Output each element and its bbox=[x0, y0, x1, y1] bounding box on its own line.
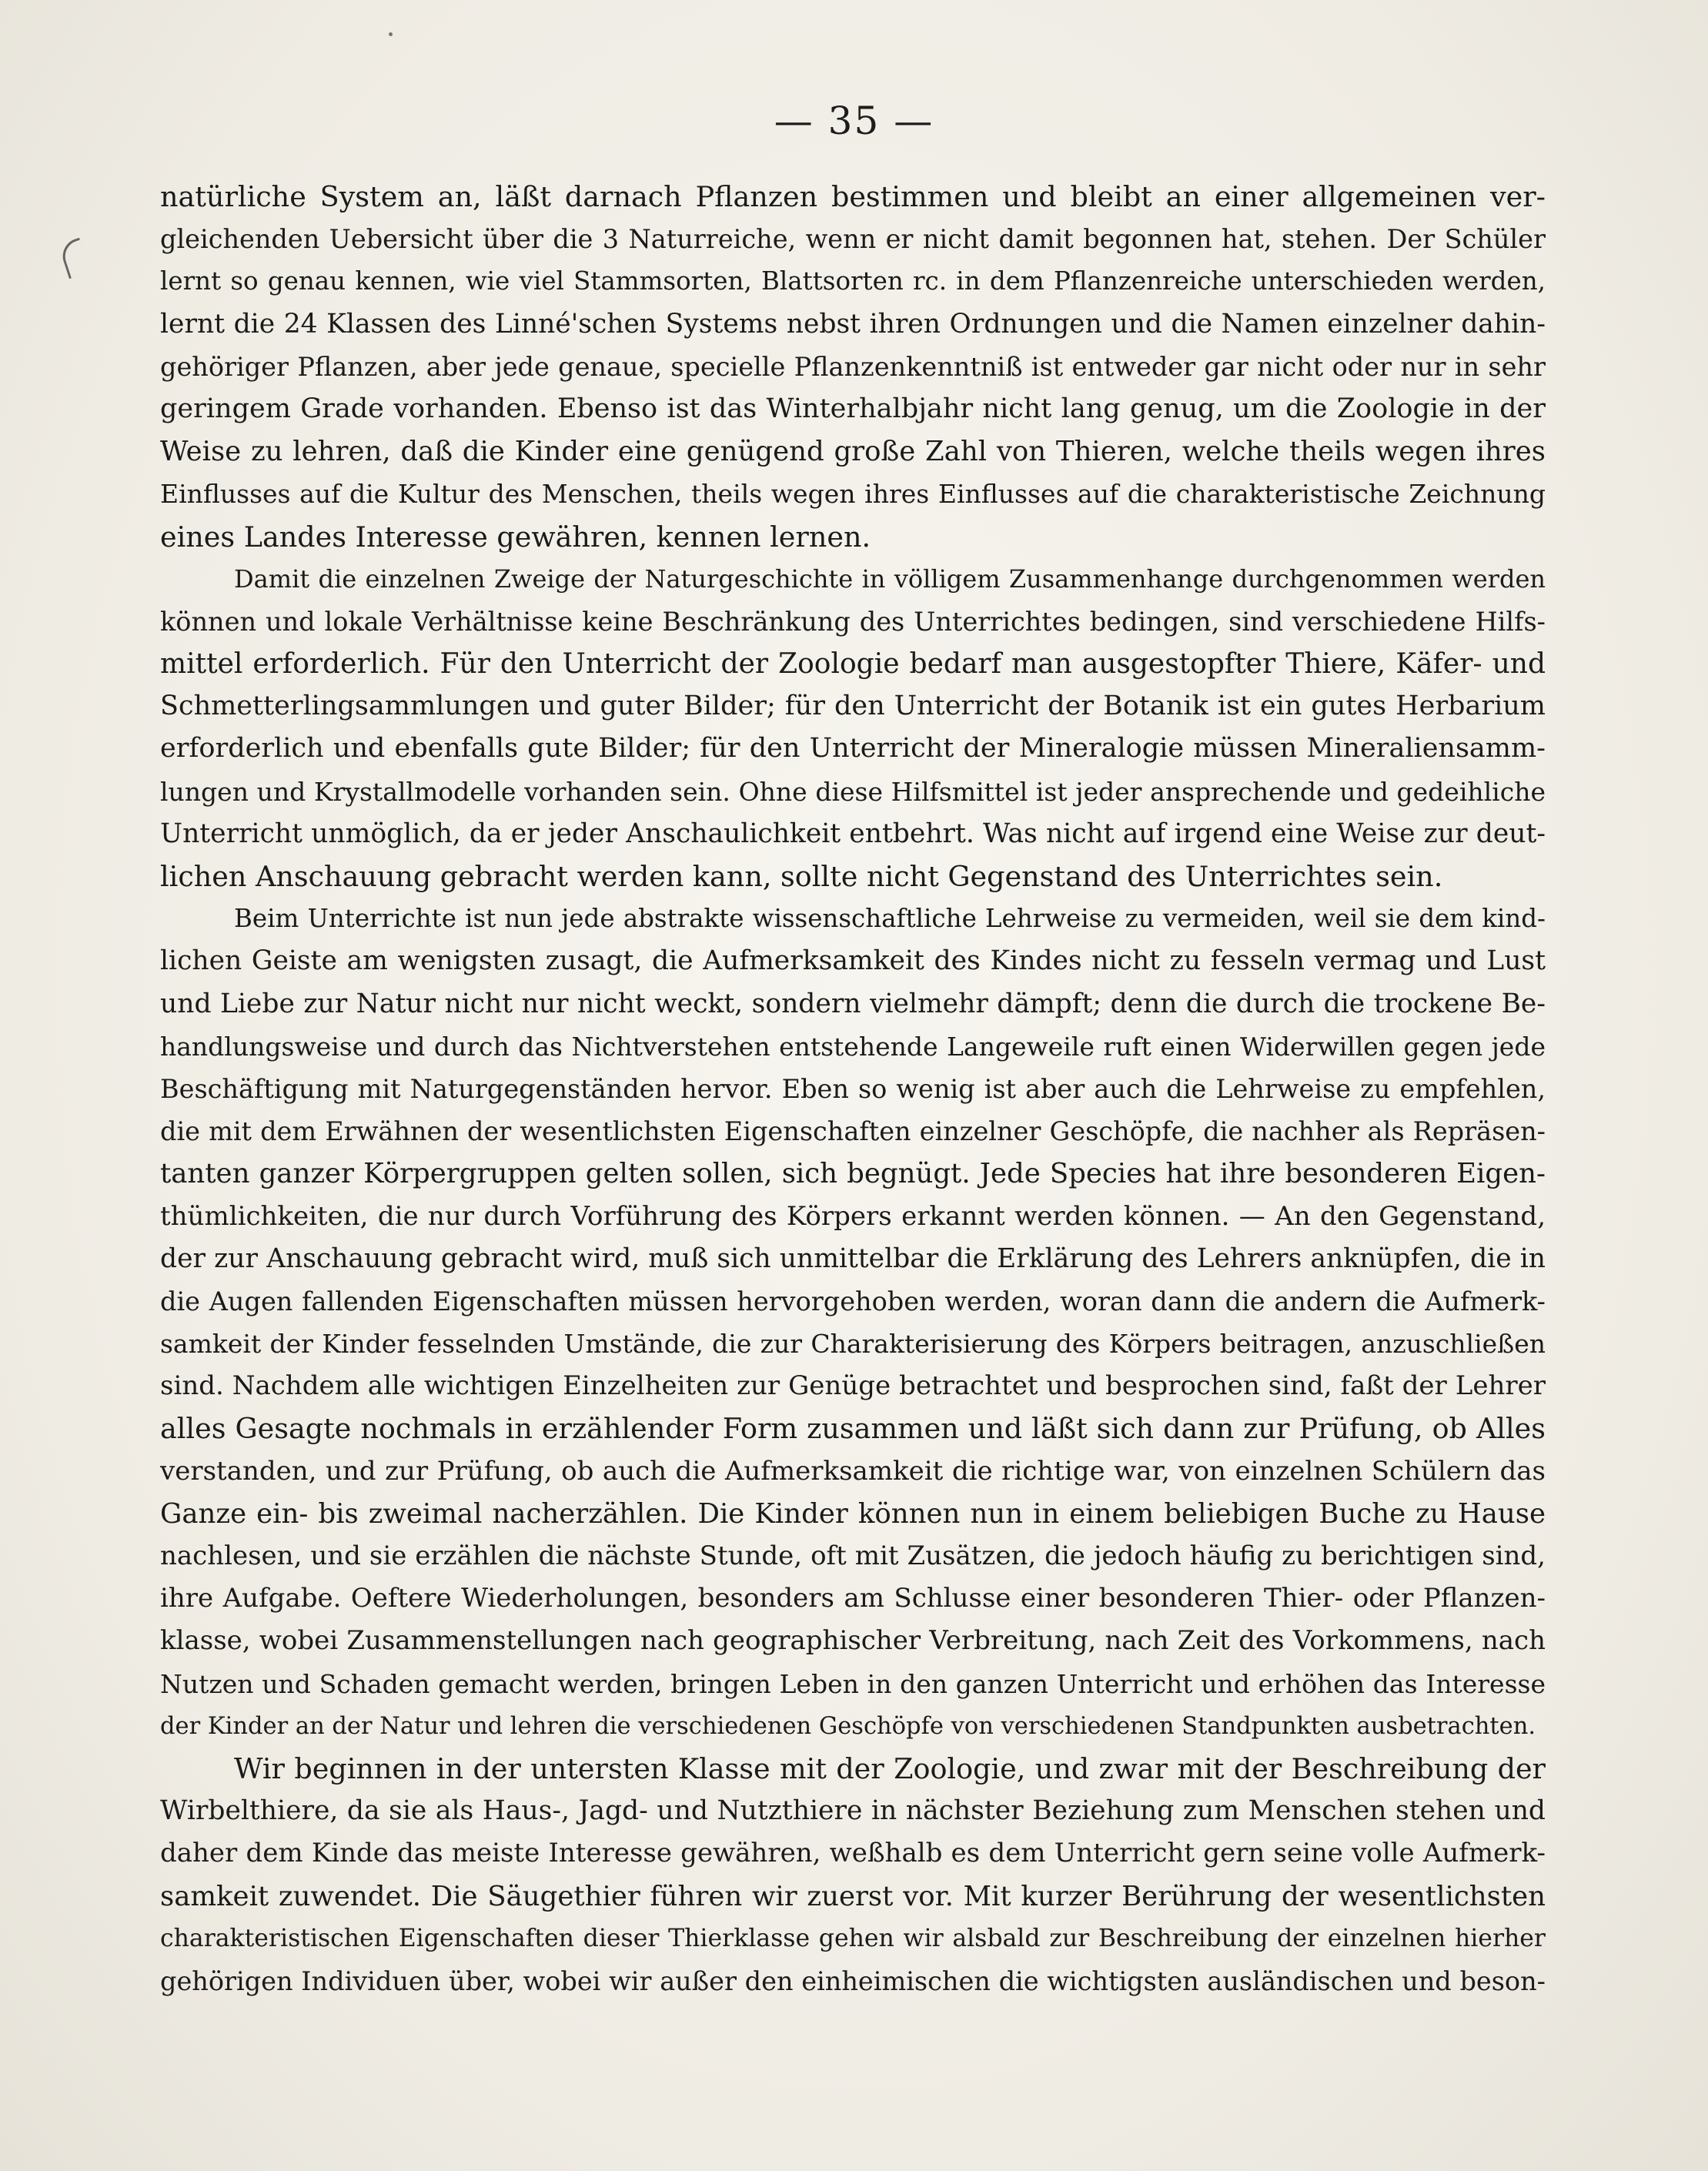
text-line: Einflusses auf die Kultur des Menschen, theils wegen ihres Einflusses auf die charakteristische Zeichnung bbox=[160, 479, 1546, 510]
text-line: tanten ganzer Körpergruppen gelten sollen, sich begnügt. Jede Species hat ihre besonderen Eigen- bbox=[160, 1158, 1546, 1190]
text-line: geringem Grade vorhanden. Ebenso ist das Winterhalbjahr nicht lang genug, um die Zoologie in der bbox=[160, 393, 1546, 424]
text-line: gehöriger Pflanzen, aber jede genaue, specielle Pflanzenkenntniß ist entweder gar nicht oder nur in sehr bbox=[160, 351, 1546, 382]
text-line: mittel erforderlich. Für den Unterricht der Zoologie bedarf man ausgestopfter Thiere, Käfer- und bbox=[160, 648, 1546, 681]
page-number: — 35 — bbox=[774, 99, 934, 143]
text-line: Damit die einzelnen Zweige der Naturgeschichte in völligem Zusammenhange durchgenommen werden bbox=[234, 564, 1546, 594]
ink-speck bbox=[389, 32, 393, 36]
text-line: charakteristischen Eigenschaften dieser Thierklasse gehen wir alsbald zur Beschreibung der einzelnen hierher bbox=[160, 1924, 1546, 1952]
text-line: Beim Unterrichte ist nun jede abstrakte wissenschaftliche Lehrweise zu vermeiden, weil sie dem kind- bbox=[234, 904, 1546, 934]
text-line: gleichenden Uebersicht über die 3 Naturreiche, wenn er nicht damit begonnen hat, stehen. Der Schüler bbox=[160, 224, 1546, 255]
text-line: lernt so genau kennen, wie viel Stammsorten, Blattsorten rc. in dem Pflanzenreiche unterschieden werden, bbox=[160, 266, 1546, 296]
text-line: Wirbelthiere, da sie als Haus-, Jagd- und Nutzthiere in nächster Beziehung zum Menschen stehen und bbox=[160, 1795, 1546, 1827]
text-line: eines Landes Interesse gewähren, kennen lernen. bbox=[160, 520, 871, 554]
text-line: Schmetterlingsammlungen und guter Bilder; für den Unterricht der Botanik ist ein gutes Herbarium bbox=[160, 691, 1546, 722]
text-line: thümlichkeiten, die nur durch Vorführung des Körpers erkannt werden können. — An den Gegenstand, bbox=[160, 1200, 1546, 1232]
text-line: klasse, wobei Zusammenstellungen nach geographischer Verbreitung, nach Zeit des Vorkommens, nach bbox=[160, 1625, 1546, 1657]
text-line: Beschäftigung mit Naturgegenständen hervor. Eben so wenig ist aber auch die Lehrweise zu empfehlen, bbox=[160, 1073, 1546, 1104]
body-text bbox=[160, 176, 1546, 2002]
text-line: Unterricht unmöglich, da er jeder Anschaulichkeit entbehrt. Was nicht auf irgend eine Weise zur deut- bbox=[160, 818, 1546, 849]
text-line: lungen und Krystallmodelle vorhanden sein. Ohne diese Hilfsmittel ist jeder ansprechende und gedeihliche bbox=[160, 776, 1546, 807]
margin-pencil-mark bbox=[58, 238, 90, 279]
text-line: ihre Aufgabe. Oeftere Wiederholungen, besonders am Schlusse einer besonderen Thier- oder Pflanzen- bbox=[160, 1583, 1546, 1614]
text-line: und Liebe zur Natur nicht nur nicht weckt, sondern vielmehr dämpft; denn die durch die trockene Be- bbox=[160, 988, 1546, 1019]
text-line: samkeit der Kinder fesselnden Umstände, die zur Charakterisierung des Körpers beitragen, anzuschließen bbox=[160, 1329, 1546, 1360]
text-line: Ganze ein- bis zweimal nacherzählen. Die Kinder können nun in einem beliebigen Buche zu Hause bbox=[160, 1497, 1546, 1530]
text-line: lichen Anschauung gebracht werden kann, sollte nicht Gegenstand des Unterrichtes sein. bbox=[160, 860, 1443, 893]
text-line: alles Gesagte nochmals in erzählender Form zusammen und läßt sich dann zur Prüfung, ob Alles bbox=[160, 1412, 1546, 1446]
text-line: Nutzen und Schaden gemacht werden, bringen Leben in den ganzen Unterricht und erhöhen das Interesse bbox=[160, 1668, 1546, 1699]
text-line: samkeit zuwendet. Die Säugethier führen wir zuerst vor. Mit kurzer Berührung der wesentlichsten bbox=[160, 1880, 1546, 1912]
text-line: Wir beginnen in der untersten Klasse mit der Zoologie, und zwar mit der Beschreibung der bbox=[234, 1751, 1546, 1785]
text-line: daher dem Kinde das meiste Interesse gewähren, weßhalb es dem Unterricht gern seine volle Aufmerk- bbox=[160, 1838, 1546, 1869]
text-line: handlungsweise und durch das Nichtverstehen entstehende Langeweile ruft einen Widerwillen gegen jede bbox=[160, 1031, 1546, 1062]
text-line: Weise zu lehren, daß die Kinder eine genügend große Zahl von Thieren, welche theils wegen ihres bbox=[160, 436, 1546, 468]
text-line: nachlesen, und sie erzählen die nächste Stunde, oft mit Zusätzen, die jedoch häufig zu berichtigen sind, bbox=[160, 1540, 1546, 1571]
text-line: erforderlich und ebenfalls gute Bilder; für den Unterricht der Mineralogie müssen Mineraliensamm- bbox=[160, 733, 1546, 764]
text-line: können und lokale Verhältnisse keine Beschränkung des Unterrichtes bedingen, sind verschiedene Hilfs- bbox=[160, 606, 1546, 637]
text-line: natürliche System an, läßt darnach Pflanzen bestimmen und bleibt an einer allgemeinen ver- bbox=[160, 180, 1546, 213]
text-line: der zur Anschauung gebracht wird, muß sich unmittelbar die Erklärung des Lehrers anknüpfen, die in bbox=[160, 1243, 1546, 1274]
text-line: lernt die 24 Klassen des Linné'schen Systems nebst ihren Ordnungen und die Namen einzelner dahin- bbox=[160, 308, 1546, 340]
text-line: verstanden, und zur Prüfung, ob auch die Aufmerksamkeit die richtige war, von einzelnen Schülern das bbox=[160, 1455, 1546, 1487]
text-line: die mit dem Erwähnen der wesentlichsten Eigenschaften einzelner Geschöpfe, die nachher als Repräsen- bbox=[160, 1116, 1546, 1147]
text-line: der Kinder an der Natur und lehren die verschiedenen Geschöpfe von verschiedenen Standpunkten ausbetrachten. bbox=[160, 1712, 1536, 1740]
text-line: gehörigen Individuen über, wobei wir außer den einheimischen die wichtigsten ausländischen und beson- bbox=[160, 1965, 1546, 1996]
text-line: die Augen fallenden Eigenschaften müssen hervorgehoben werden, woran dann die andern die Aufmerk- bbox=[160, 1286, 1546, 1316]
text-line: lichen Geiste am wenigsten zusagt, die Aufmerksamkeit des Kindes nicht zu fesseln vermag und Lust bbox=[160, 945, 1546, 977]
text-line: sind. Nachdem alle wichtigen Einzelheiten zur Genüge betrachtet und besprochen sind, faßt der Lehrer bbox=[160, 1370, 1546, 1402]
